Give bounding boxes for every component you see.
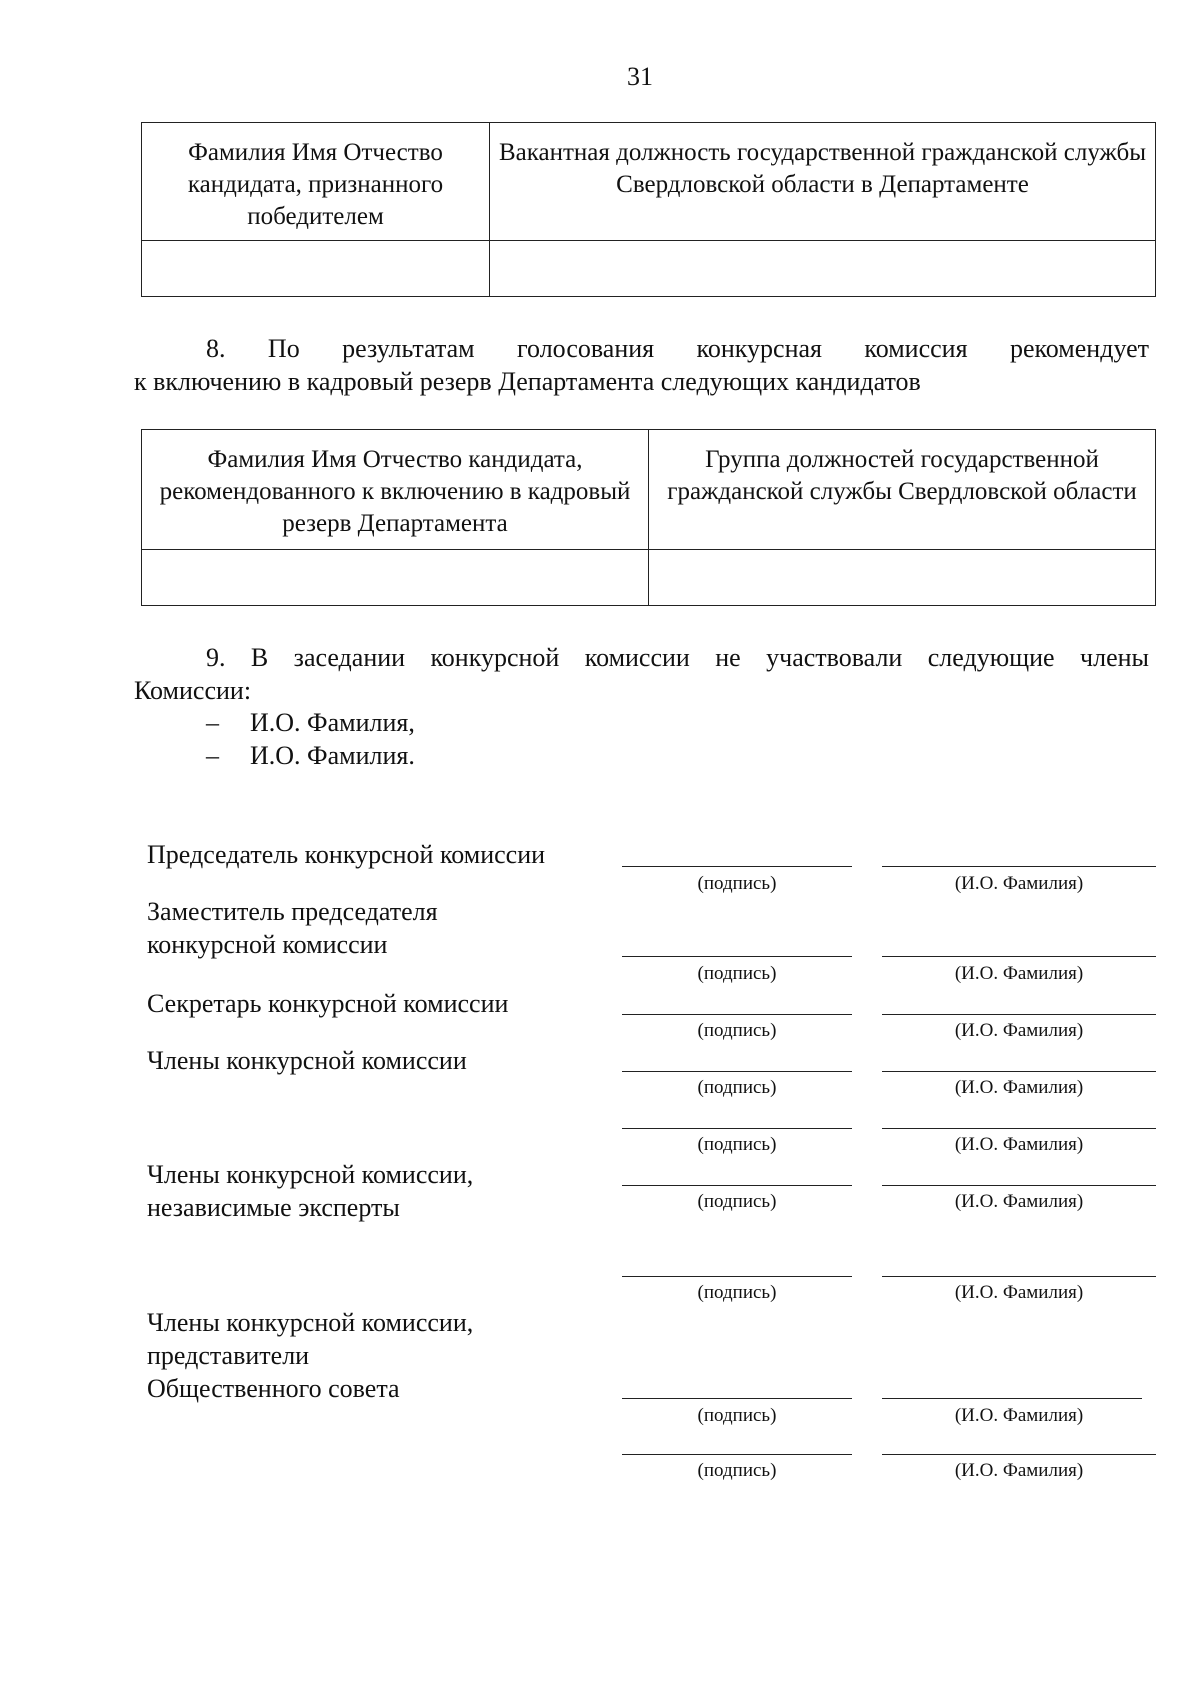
signature-caption: (подпись) [697, 1077, 777, 1098]
signature-line [622, 1454, 852, 1455]
signature-caption: (подпись) [697, 1460, 777, 1481]
role-members-council-cont2: Общественного совета [147, 1374, 400, 1403]
page-number: 31 [627, 62, 653, 91]
reserve-table-header-name: Фамилия Имя Отчество кандидата, рекомендованного к включению в кадровый резерв Департамента [142, 430, 649, 550]
name-caption: (И.О. Фамилия) [954, 1460, 1084, 1481]
role-members-experts-cont: независимые эксперты [147, 1193, 400, 1222]
name-caption: (И.О. Фамилия) [954, 1282, 1084, 1303]
name-line [882, 956, 1156, 957]
signature-line [622, 1128, 852, 1129]
winner-table-header-name: Фамилия Имя Отчество кандидата, признанного победителем [142, 123, 490, 241]
signature-line [622, 1185, 852, 1186]
signature-caption: (подпись) [697, 1405, 777, 1426]
reserve-table [141, 429, 1156, 606]
name-line [882, 1071, 1156, 1072]
name-caption: (И.О. Фамилия) [954, 1077, 1084, 1098]
role-secretary: Секретарь конкурсной комиссии [147, 989, 509, 1018]
name-caption: (И.О. Фамилия) [954, 1020, 1084, 1041]
name-line [882, 1014, 1156, 1015]
absent-member-name: И.О. Фамилия. [250, 741, 415, 770]
signature-line [622, 1071, 852, 1072]
paragraph-9-number: 9. [206, 643, 226, 672]
paragraph-9-line1: В заседании конкурсной комиссии не участвовали следующие члены [250, 643, 1149, 672]
role-chairman: Председатель конкурсной комиссии [147, 840, 546, 869]
signature-line [622, 956, 852, 957]
name-caption: (И.О. Фамилия) [954, 1405, 1084, 1426]
paragraph-8 [134, 332, 1149, 398]
signature-caption: (подпись) [697, 1020, 777, 1041]
reserve-table-cell-name [142, 550, 649, 606]
paragraph-8-line2: к включению в кадровый резерв Департамента следующих кандидатов [134, 367, 921, 396]
signature-caption: (подпись) [697, 1191, 777, 1212]
winner-table-cell-name [142, 241, 490, 297]
role-members-council-cont: представители [147, 1341, 310, 1370]
signature-caption: (подпись) [697, 873, 777, 894]
name-line [882, 866, 1156, 867]
role-deputy-chairman: Заместитель председателя [147, 897, 438, 926]
paragraph-8-number: 8. [206, 334, 226, 363]
name-line [882, 1454, 1156, 1455]
name-line [882, 1276, 1156, 1277]
dash-bullet: – [206, 741, 219, 770]
absent-member-item [206, 739, 415, 772]
reserve-table-header-group: Группа должностей государственной гражданской службы Свердловской области [649, 430, 1156, 550]
dash-bullet: – [206, 708, 219, 737]
signature-caption: (подпись) [697, 963, 777, 984]
signature-caption: (подпись) [697, 1282, 777, 1303]
paragraph-8-line1: По результатам голосования конкурсная комиссия рекомендует [267, 334, 1149, 363]
signature-line [622, 1398, 852, 1399]
reserve-table-cell-group [649, 550, 1156, 606]
paragraph-9 [134, 641, 1149, 707]
winner-table-cell-position [490, 241, 1156, 297]
absent-member-item [206, 706, 415, 739]
winner-table-header-position: Вакантная должность государственной гражданской службы Свердловской области в Департаменте [490, 123, 1156, 241]
name-line [882, 1128, 1156, 1129]
role-members: Члены конкурсной комиссии [147, 1046, 467, 1075]
name-line [882, 1398, 1142, 1399]
paragraph-9-line2: Комиссии: [134, 676, 252, 705]
name-caption: (И.О. Фамилия) [954, 1191, 1084, 1212]
signature-caption: (подпись) [697, 1134, 777, 1155]
name-caption: (И.О. Фамилия) [954, 873, 1084, 894]
signature-line [622, 866, 852, 867]
signature-line [622, 1014, 852, 1015]
role-members-experts: Члены конкурсной комиссии, [147, 1160, 474, 1189]
name-caption: (И.О. Фамилия) [954, 1134, 1084, 1155]
winner-table [141, 122, 1156, 297]
absent-member-name: И.О. Фамилия, [250, 708, 415, 737]
role-deputy-chairman-cont: конкурсной комиссии [147, 930, 388, 959]
name-caption: (И.О. Фамилия) [954, 963, 1084, 984]
name-line [882, 1185, 1156, 1186]
role-members-council: Члены конкурсной комиссии, [147, 1308, 474, 1337]
signature-line [622, 1276, 852, 1277]
